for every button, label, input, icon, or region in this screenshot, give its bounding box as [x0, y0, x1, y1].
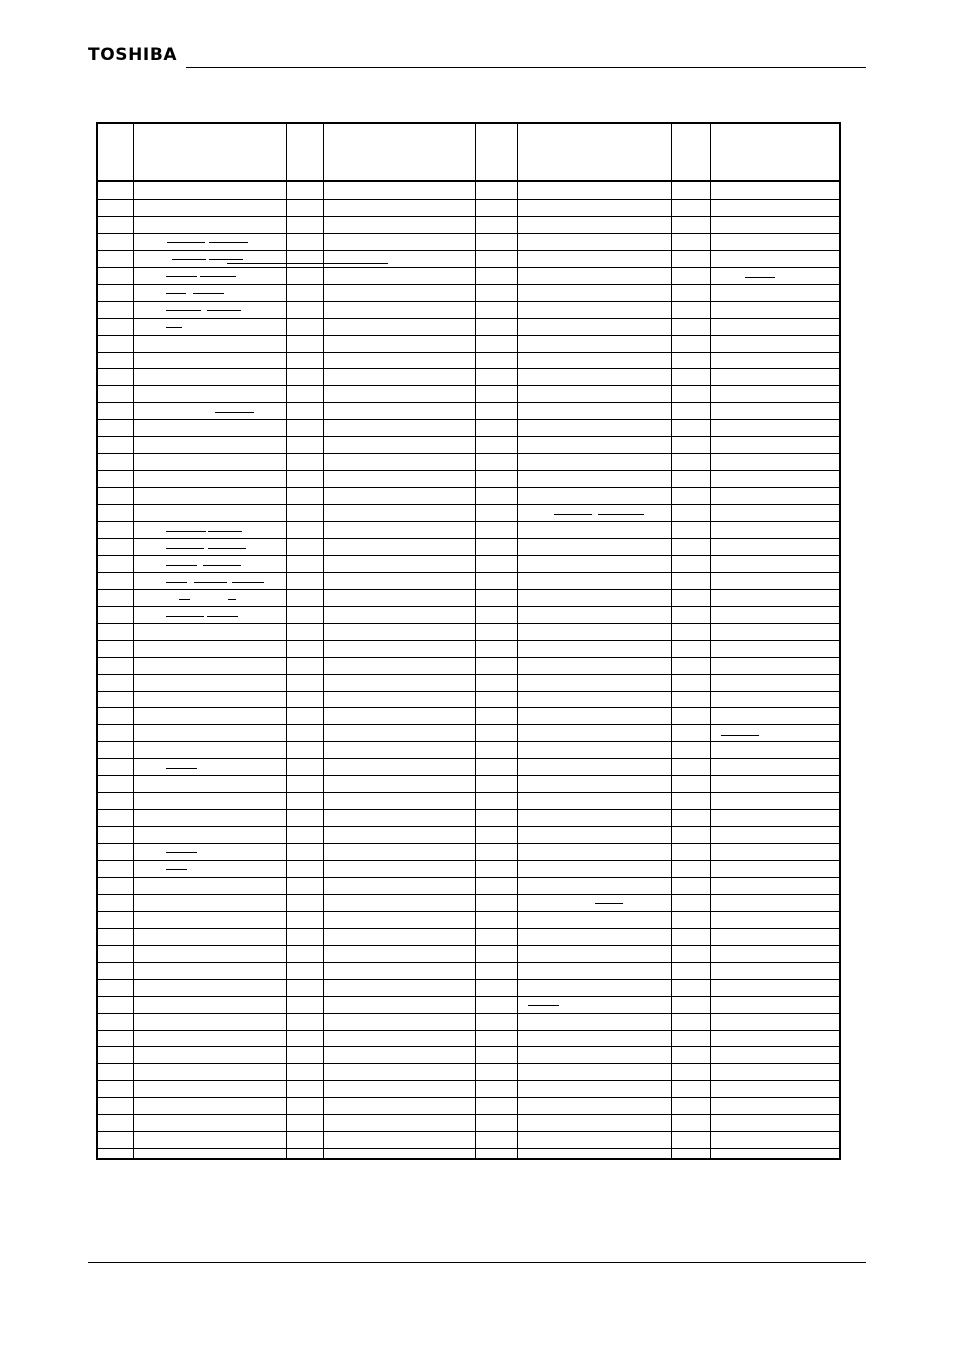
table-row-divider	[98, 945, 839, 946]
table-row-divider	[98, 538, 839, 539]
table-row-divider	[98, 233, 839, 234]
overline-mark	[598, 514, 644, 515]
pin-assignment-table	[96, 122, 841, 1160]
table-row-divider	[98, 877, 839, 878]
overline-mark	[528, 1005, 559, 1006]
overline-mark	[595, 903, 623, 904]
table-row-divider	[98, 724, 839, 725]
table-row-divider	[98, 199, 839, 200]
overline-mark	[166, 310, 201, 311]
table-row-divider	[98, 368, 839, 369]
table-row-divider	[98, 352, 839, 353]
table-row-divider	[98, 1063, 839, 1064]
toshiba-logo: TOSHIBA	[88, 45, 178, 65]
overline-mark	[167, 242, 205, 243]
column-divider	[133, 124, 134, 1158]
table-row-divider	[98, 792, 839, 793]
overline-mark	[166, 869, 187, 870]
table-row-divider	[98, 962, 839, 963]
table-row-divider	[98, 1080, 839, 1081]
table-row-divider	[98, 301, 839, 302]
overline-mark	[232, 582, 264, 583]
table-row-divider	[98, 911, 839, 912]
table-row-divider	[98, 419, 839, 420]
overline-mark	[207, 310, 241, 311]
table-row-divider	[98, 284, 839, 285]
overline-mark	[193, 293, 224, 294]
table-row-divider	[98, 843, 839, 844]
table-row-divider	[98, 928, 839, 929]
table-row-divider	[98, 775, 839, 776]
table-header-rule	[98, 180, 839, 182]
table-row-divider	[98, 1148, 839, 1149]
overline-mark	[194, 582, 227, 583]
column-divider	[286, 124, 287, 1158]
overline-mark	[209, 242, 248, 243]
table-row-divider	[98, 640, 839, 641]
table-row-divider	[98, 216, 839, 217]
header-rule	[186, 67, 866, 68]
overline-mark	[172, 259, 206, 260]
table-row-divider	[98, 894, 839, 895]
overline-mark	[200, 276, 236, 277]
table-row-divider	[98, 335, 839, 336]
overline-mark	[227, 263, 388, 264]
table-row-divider	[98, 758, 839, 759]
table-row-divider	[98, 402, 839, 403]
column-divider	[710, 124, 711, 1158]
table-row-divider	[98, 674, 839, 675]
overline-mark	[203, 565, 241, 566]
table-row-divider	[98, 385, 839, 386]
table-row-divider	[98, 741, 839, 742]
table-row-divider	[98, 470, 839, 471]
overline-mark	[179, 599, 190, 600]
table-row-divider	[98, 606, 839, 607]
column-divider	[671, 124, 672, 1158]
table-row-divider	[98, 436, 839, 437]
table-row-divider	[98, 521, 839, 522]
overline-mark	[215, 412, 254, 413]
overline-mark	[166, 548, 204, 549]
overline-mark	[721, 735, 759, 736]
column-divider	[323, 124, 324, 1158]
overline-mark	[554, 514, 592, 515]
table-row-divider	[98, 979, 839, 980]
table-row-divider	[98, 707, 839, 708]
table-row-divider	[98, 572, 839, 573]
table-row-divider	[98, 453, 839, 454]
table-row-divider	[98, 1114, 839, 1115]
overline-mark	[166, 565, 197, 566]
footer-rule	[88, 1262, 866, 1263]
overline-mark	[166, 852, 197, 853]
table-row-divider	[98, 1046, 839, 1047]
table-row-divider	[98, 504, 839, 505]
column-divider	[475, 124, 476, 1158]
table-row-divider	[98, 1013, 839, 1014]
table-row-divider	[98, 657, 839, 658]
table-row-divider	[98, 1030, 839, 1031]
column-divider	[517, 124, 518, 1158]
table-row-divider	[98, 555, 839, 556]
table-row-divider	[98, 623, 839, 624]
overline-mark	[166, 276, 197, 277]
overline-mark	[208, 548, 246, 549]
overline-mark	[745, 277, 775, 278]
overline-mark	[166, 582, 187, 583]
table-row-divider	[98, 1131, 839, 1132]
table-row-divider	[98, 267, 839, 268]
overline-mark	[207, 616, 238, 617]
overline-mark	[166, 616, 204, 617]
overline-mark	[166, 768, 197, 769]
table-row-divider	[98, 589, 839, 590]
overline-mark	[166, 327, 182, 328]
table-row-divider	[98, 487, 839, 488]
overline-mark	[208, 531, 242, 532]
overline-mark	[166, 531, 206, 532]
table-row-divider	[98, 826, 839, 827]
table-row-divider	[98, 250, 839, 251]
table-row-divider	[98, 809, 839, 810]
table-row-divider	[98, 860, 839, 861]
overline-mark	[209, 259, 243, 260]
overline-mark	[166, 293, 186, 294]
table-row-divider	[98, 1097, 839, 1098]
table-row-divider	[98, 996, 839, 997]
table-row-divider	[98, 318, 839, 319]
table-row-divider	[98, 691, 839, 692]
overline-mark	[228, 599, 236, 600]
